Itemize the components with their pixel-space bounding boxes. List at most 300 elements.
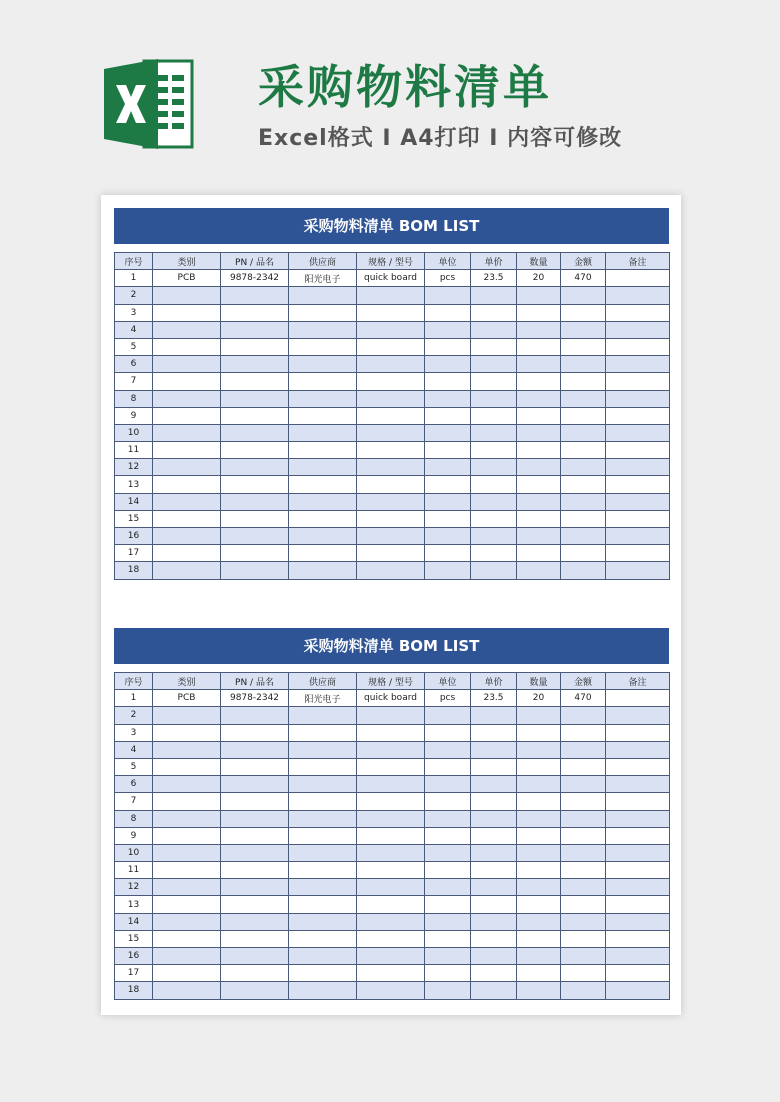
table-cell[interactable]: 23.5 xyxy=(471,690,517,707)
table-cell[interactable] xyxy=(221,528,289,545)
table-cell[interactable] xyxy=(289,724,357,741)
table-cell[interactable]: 15 xyxy=(115,510,153,527)
table-cell[interactable] xyxy=(221,459,289,476)
table-cell[interactable] xyxy=(471,338,517,355)
table-cell[interactable] xyxy=(425,930,471,947)
table-cell[interactable] xyxy=(425,373,471,390)
table-cell[interactable] xyxy=(425,982,471,999)
table-cell[interactable] xyxy=(357,758,425,775)
table-cell[interactable] xyxy=(357,741,425,758)
table-cell[interactable] xyxy=(357,913,425,930)
table-cell[interactable]: 1 xyxy=(115,690,153,707)
table-cell[interactable] xyxy=(425,810,471,827)
table-cell[interactable] xyxy=(221,407,289,424)
table-cell[interactable] xyxy=(425,913,471,930)
table-cell[interactable] xyxy=(606,844,670,861)
table-cell[interactable] xyxy=(425,493,471,510)
table-cell[interactable] xyxy=(425,844,471,861)
table-cell[interactable]: PCB xyxy=(153,270,221,287)
table-cell[interactable] xyxy=(517,810,561,827)
table-cell[interactable] xyxy=(425,390,471,407)
table-cell[interactable] xyxy=(289,424,357,441)
table-cell[interactable] xyxy=(561,982,606,999)
table-cell[interactable] xyxy=(606,476,670,493)
table-cell[interactable] xyxy=(606,982,670,999)
table-cell[interactable] xyxy=(471,373,517,390)
table-cell[interactable]: 15 xyxy=(115,930,153,947)
table-cell[interactable] xyxy=(425,793,471,810)
table-cell[interactable] xyxy=(517,493,561,510)
table-cell[interactable] xyxy=(517,827,561,844)
table-cell[interactable] xyxy=(221,982,289,999)
table-cell[interactable] xyxy=(289,407,357,424)
table-cell[interactable] xyxy=(425,338,471,355)
table-cell[interactable] xyxy=(289,741,357,758)
table-cell[interactable] xyxy=(153,373,221,390)
table-cell[interactable] xyxy=(517,707,561,724)
table-cell[interactable] xyxy=(471,982,517,999)
table-cell[interactable] xyxy=(425,287,471,304)
table-cell[interactable] xyxy=(289,758,357,775)
table-cell[interactable] xyxy=(561,948,606,965)
table-cell[interactable]: 9 xyxy=(115,827,153,844)
table-cell[interactable] xyxy=(606,793,670,810)
table-cell[interactable] xyxy=(289,304,357,321)
table-cell[interactable] xyxy=(153,862,221,879)
table-cell[interactable] xyxy=(471,965,517,982)
table-cell[interactable] xyxy=(606,690,670,707)
table-cell[interactable] xyxy=(153,424,221,441)
table-cell[interactable] xyxy=(221,373,289,390)
table-cell[interactable] xyxy=(471,879,517,896)
table-cell[interactable] xyxy=(289,896,357,913)
table-cell[interactable] xyxy=(153,707,221,724)
table-cell[interactable] xyxy=(153,913,221,930)
table-cell[interactable] xyxy=(471,810,517,827)
table-cell[interactable] xyxy=(289,948,357,965)
table-cell[interactable] xyxy=(357,724,425,741)
table-cell[interactable] xyxy=(517,724,561,741)
table-cell[interactable] xyxy=(289,776,357,793)
table-cell[interactable]: 17 xyxy=(115,545,153,562)
table-cell[interactable] xyxy=(561,793,606,810)
table-cell[interactable] xyxy=(357,965,425,982)
table-cell[interactable] xyxy=(471,424,517,441)
table-cell[interactable] xyxy=(153,562,221,579)
table-cell[interactable] xyxy=(153,776,221,793)
table-cell[interactable] xyxy=(221,810,289,827)
table-cell[interactable] xyxy=(561,562,606,579)
table-cell[interactable] xyxy=(606,510,670,527)
table-cell[interactable] xyxy=(221,390,289,407)
table-cell[interactable]: 阳光电子 xyxy=(289,270,357,287)
table-cell[interactable] xyxy=(425,707,471,724)
table-cell[interactable] xyxy=(606,373,670,390)
table-cell[interactable]: 9878-2342 xyxy=(221,270,289,287)
table-cell[interactable] xyxy=(289,965,357,982)
table-cell[interactable] xyxy=(561,476,606,493)
table-cell[interactable] xyxy=(425,510,471,527)
table-cell[interactable] xyxy=(606,424,670,441)
table-cell[interactable] xyxy=(517,930,561,947)
table-cell[interactable] xyxy=(357,827,425,844)
table-cell[interactable] xyxy=(517,982,561,999)
table-cell[interactable]: 10 xyxy=(115,424,153,441)
table-cell[interactable] xyxy=(289,459,357,476)
table-cell[interactable] xyxy=(561,913,606,930)
table-cell[interactable] xyxy=(357,442,425,459)
table-cell[interactable] xyxy=(289,287,357,304)
table-cell[interactable] xyxy=(221,545,289,562)
table-cell[interactable] xyxy=(606,913,670,930)
table-cell[interactable] xyxy=(517,424,561,441)
table-cell[interactable] xyxy=(425,407,471,424)
table-cell[interactable] xyxy=(561,510,606,527)
table-cell[interactable] xyxy=(606,810,670,827)
table-cell[interactable] xyxy=(221,793,289,810)
table-cell[interactable]: 470 xyxy=(561,270,606,287)
table-cell[interactable] xyxy=(357,879,425,896)
table-cell[interactable] xyxy=(425,321,471,338)
table-cell[interactable] xyxy=(153,390,221,407)
table-cell[interactable] xyxy=(289,810,357,827)
table-cell[interactable] xyxy=(561,424,606,441)
table-cell[interactable] xyxy=(606,390,670,407)
table-cell[interactable] xyxy=(471,562,517,579)
table-cell[interactable]: 4 xyxy=(115,741,153,758)
table-cell[interactable]: 14 xyxy=(115,913,153,930)
table-cell[interactable] xyxy=(221,896,289,913)
table-cell[interactable] xyxy=(289,390,357,407)
table-cell[interactable] xyxy=(561,390,606,407)
table-cell[interactable] xyxy=(153,741,221,758)
table-cell[interactable] xyxy=(425,459,471,476)
table-cell[interactable] xyxy=(606,707,670,724)
table-cell[interactable] xyxy=(517,776,561,793)
table-cell[interactable]: 1 xyxy=(115,270,153,287)
table-cell[interactable] xyxy=(561,724,606,741)
table-cell[interactable] xyxy=(606,270,670,287)
table-cell[interactable] xyxy=(606,528,670,545)
table-cell[interactable] xyxy=(517,356,561,373)
table-cell[interactable] xyxy=(517,562,561,579)
table-cell[interactable] xyxy=(221,424,289,441)
table-cell[interactable] xyxy=(425,896,471,913)
table-cell[interactable]: 9878-2342 xyxy=(221,690,289,707)
table-cell[interactable] xyxy=(289,930,357,947)
table-cell[interactable] xyxy=(357,844,425,861)
table-cell[interactable] xyxy=(471,545,517,562)
table-cell[interactable] xyxy=(517,407,561,424)
table-cell[interactable] xyxy=(357,562,425,579)
table-cell[interactable] xyxy=(606,776,670,793)
table-cell[interactable] xyxy=(517,879,561,896)
table-cell[interactable] xyxy=(561,528,606,545)
table-cell[interactable]: 23.5 xyxy=(471,270,517,287)
table-cell[interactable]: 20 xyxy=(517,270,561,287)
table-cell[interactable] xyxy=(153,930,221,947)
table-cell[interactable] xyxy=(357,707,425,724)
table-cell[interactable] xyxy=(153,982,221,999)
table-cell[interactable] xyxy=(289,321,357,338)
table-cell[interactable] xyxy=(357,407,425,424)
table-cell[interactable] xyxy=(517,793,561,810)
table-cell[interactable]: 5 xyxy=(115,338,153,355)
table-cell[interactable]: PCB xyxy=(153,690,221,707)
table-cell[interactable] xyxy=(606,356,670,373)
table-cell[interactable] xyxy=(517,287,561,304)
table-cell[interactable]: 14 xyxy=(115,493,153,510)
table-cell[interactable] xyxy=(517,476,561,493)
table-cell[interactable] xyxy=(606,304,670,321)
table-cell[interactable] xyxy=(357,373,425,390)
table-cell[interactable] xyxy=(561,896,606,913)
table-cell[interactable] xyxy=(221,476,289,493)
table-cell[interactable] xyxy=(357,930,425,947)
table-cell[interactable] xyxy=(289,793,357,810)
table-cell[interactable] xyxy=(153,493,221,510)
table-cell[interactable] xyxy=(153,896,221,913)
table-cell[interactable] xyxy=(153,510,221,527)
table-cell[interactable] xyxy=(606,965,670,982)
table-cell[interactable] xyxy=(425,827,471,844)
table-cell[interactable] xyxy=(471,321,517,338)
table-cell[interactable] xyxy=(289,827,357,844)
table-cell[interactable] xyxy=(153,528,221,545)
table-cell[interactable] xyxy=(153,545,221,562)
table-cell[interactable] xyxy=(517,896,561,913)
table-cell[interactable] xyxy=(221,862,289,879)
table-cell[interactable] xyxy=(606,562,670,579)
table-cell[interactable] xyxy=(357,338,425,355)
table-cell[interactable] xyxy=(289,862,357,879)
table-cell[interactable] xyxy=(289,373,357,390)
table-cell[interactable]: 6 xyxy=(115,356,153,373)
table-cell[interactable] xyxy=(561,827,606,844)
table-cell[interactable] xyxy=(221,562,289,579)
table-cell[interactable] xyxy=(471,896,517,913)
table-cell[interactable] xyxy=(471,407,517,424)
table-cell[interactable] xyxy=(289,476,357,493)
table-cell[interactable] xyxy=(606,545,670,562)
table-cell[interactable] xyxy=(357,493,425,510)
table-cell[interactable] xyxy=(357,424,425,441)
table-cell[interactable] xyxy=(561,776,606,793)
table-cell[interactable]: 10 xyxy=(115,844,153,861)
table-cell[interactable] xyxy=(561,965,606,982)
table-cell[interactable] xyxy=(471,741,517,758)
table-cell[interactable] xyxy=(221,321,289,338)
table-cell[interactable] xyxy=(221,707,289,724)
table-cell[interactable] xyxy=(517,390,561,407)
table-cell[interactable] xyxy=(289,442,357,459)
table-cell[interactable] xyxy=(153,321,221,338)
table-cell[interactable] xyxy=(517,913,561,930)
table-cell[interactable] xyxy=(425,948,471,965)
table-cell[interactable] xyxy=(221,844,289,861)
table-cell[interactable] xyxy=(289,493,357,510)
table-cell[interactable] xyxy=(425,528,471,545)
table-cell[interactable] xyxy=(153,810,221,827)
table-cell[interactable] xyxy=(425,862,471,879)
table-cell[interactable]: 18 xyxy=(115,982,153,999)
table-cell[interactable] xyxy=(425,724,471,741)
table-cell[interactable] xyxy=(425,442,471,459)
table-cell[interactable] xyxy=(561,930,606,947)
table-cell[interactable] xyxy=(357,304,425,321)
table-cell[interactable] xyxy=(561,545,606,562)
table-cell[interactable] xyxy=(606,442,670,459)
table-cell[interactable] xyxy=(425,758,471,775)
table-cell[interactable] xyxy=(606,321,670,338)
table-cell[interactable]: 2 xyxy=(115,707,153,724)
table-cell[interactable] xyxy=(153,459,221,476)
table-cell[interactable] xyxy=(561,844,606,861)
table-cell[interactable] xyxy=(471,930,517,947)
table-cell[interactable] xyxy=(517,510,561,527)
table-cell[interactable]: 3 xyxy=(115,724,153,741)
table-cell[interactable] xyxy=(221,356,289,373)
table-cell[interactable] xyxy=(606,338,670,355)
table-cell[interactable]: 11 xyxy=(115,442,153,459)
table-cell[interactable] xyxy=(517,741,561,758)
table-cell[interactable] xyxy=(606,407,670,424)
table-cell[interactable] xyxy=(606,862,670,879)
table-cell[interactable] xyxy=(606,896,670,913)
table-cell[interactable]: 16 xyxy=(115,528,153,545)
table-cell[interactable] xyxy=(606,741,670,758)
table-cell[interactable]: 17 xyxy=(115,965,153,982)
table-cell[interactable] xyxy=(425,356,471,373)
table-cell[interactable] xyxy=(517,442,561,459)
table-cell[interactable] xyxy=(357,948,425,965)
table-cell[interactable] xyxy=(221,493,289,510)
table-cell[interactable] xyxy=(517,304,561,321)
table-cell[interactable] xyxy=(357,510,425,527)
table-cell[interactable] xyxy=(517,862,561,879)
table-cell[interactable] xyxy=(357,776,425,793)
table-cell[interactable] xyxy=(606,287,670,304)
table-cell[interactable] xyxy=(357,896,425,913)
table-cell[interactable] xyxy=(517,545,561,562)
table-cell[interactable] xyxy=(517,758,561,775)
table-cell[interactable]: 12 xyxy=(115,459,153,476)
table-cell[interactable]: 470 xyxy=(561,690,606,707)
table-cell[interactable] xyxy=(561,287,606,304)
table-cell[interactable] xyxy=(357,528,425,545)
table-cell[interactable] xyxy=(471,356,517,373)
table-cell[interactable] xyxy=(606,879,670,896)
table-cell[interactable] xyxy=(561,373,606,390)
table-cell[interactable] xyxy=(561,356,606,373)
table-cell[interactable] xyxy=(425,741,471,758)
table-cell[interactable] xyxy=(357,982,425,999)
table-cell[interactable] xyxy=(221,304,289,321)
table-cell[interactable] xyxy=(471,724,517,741)
table-cell[interactable] xyxy=(517,965,561,982)
table-cell[interactable] xyxy=(357,793,425,810)
table-cell[interactable] xyxy=(153,844,221,861)
table-cell[interactable] xyxy=(289,562,357,579)
table-cell[interactable] xyxy=(425,476,471,493)
table-cell[interactable]: 13 xyxy=(115,476,153,493)
table-cell[interactable] xyxy=(561,304,606,321)
table-cell[interactable]: 16 xyxy=(115,948,153,965)
table-cell[interactable] xyxy=(561,493,606,510)
table-cell[interactable] xyxy=(289,528,357,545)
table-cell[interactable]: 阳光电子 xyxy=(289,690,357,707)
table-cell[interactable] xyxy=(221,510,289,527)
table-cell[interactable] xyxy=(471,390,517,407)
table-cell[interactable] xyxy=(153,793,221,810)
table-cell[interactable] xyxy=(517,528,561,545)
table-cell[interactable] xyxy=(561,879,606,896)
table-cell[interactable] xyxy=(425,879,471,896)
table-cell[interactable]: 20 xyxy=(517,690,561,707)
table-cell[interactable] xyxy=(471,844,517,861)
table-cell[interactable]: pcs xyxy=(425,690,471,707)
table-cell[interactable] xyxy=(221,338,289,355)
table-cell[interactable] xyxy=(357,459,425,476)
table-cell[interactable] xyxy=(561,810,606,827)
table-cell[interactable]: 11 xyxy=(115,862,153,879)
table-cell[interactable] xyxy=(221,879,289,896)
table-cell[interactable]: 18 xyxy=(115,562,153,579)
table-cell[interactable] xyxy=(425,776,471,793)
table-cell[interactable]: 5 xyxy=(115,758,153,775)
table-cell[interactable] xyxy=(471,493,517,510)
table-cell[interactable] xyxy=(289,510,357,527)
table-cell[interactable] xyxy=(425,424,471,441)
table-cell[interactable] xyxy=(289,844,357,861)
table-cell[interactable] xyxy=(289,913,357,930)
table-cell[interactable] xyxy=(153,304,221,321)
table-cell[interactable] xyxy=(153,442,221,459)
table-cell[interactable] xyxy=(221,442,289,459)
table-cell[interactable] xyxy=(357,356,425,373)
table-cell[interactable] xyxy=(357,545,425,562)
table-cell[interactable] xyxy=(357,476,425,493)
table-cell[interactable] xyxy=(471,707,517,724)
table-cell[interactable] xyxy=(471,476,517,493)
table-cell[interactable] xyxy=(221,724,289,741)
table-cell[interactable] xyxy=(357,390,425,407)
table-cell[interactable]: 2 xyxy=(115,287,153,304)
table-cell[interactable] xyxy=(471,862,517,879)
table-cell[interactable] xyxy=(471,459,517,476)
table-cell[interactable] xyxy=(471,758,517,775)
table-cell[interactable] xyxy=(357,810,425,827)
table-cell[interactable] xyxy=(221,827,289,844)
table-cell[interactable] xyxy=(471,287,517,304)
table-cell[interactable] xyxy=(425,965,471,982)
table-cell[interactable] xyxy=(471,510,517,527)
table-cell[interactable]: quick board xyxy=(357,690,425,707)
table-cell[interactable] xyxy=(561,459,606,476)
table-cell[interactable] xyxy=(606,758,670,775)
table-cell[interactable] xyxy=(153,724,221,741)
table-cell[interactable] xyxy=(153,407,221,424)
table-cell[interactable] xyxy=(425,562,471,579)
table-cell[interactable] xyxy=(561,338,606,355)
table-cell[interactable] xyxy=(221,758,289,775)
table-cell[interactable]: 12 xyxy=(115,879,153,896)
table-cell[interactable] xyxy=(606,724,670,741)
table-cell[interactable] xyxy=(221,913,289,930)
table-cell[interactable] xyxy=(289,982,357,999)
table-cell[interactable]: 4 xyxy=(115,321,153,338)
table-cell[interactable]: 6 xyxy=(115,776,153,793)
